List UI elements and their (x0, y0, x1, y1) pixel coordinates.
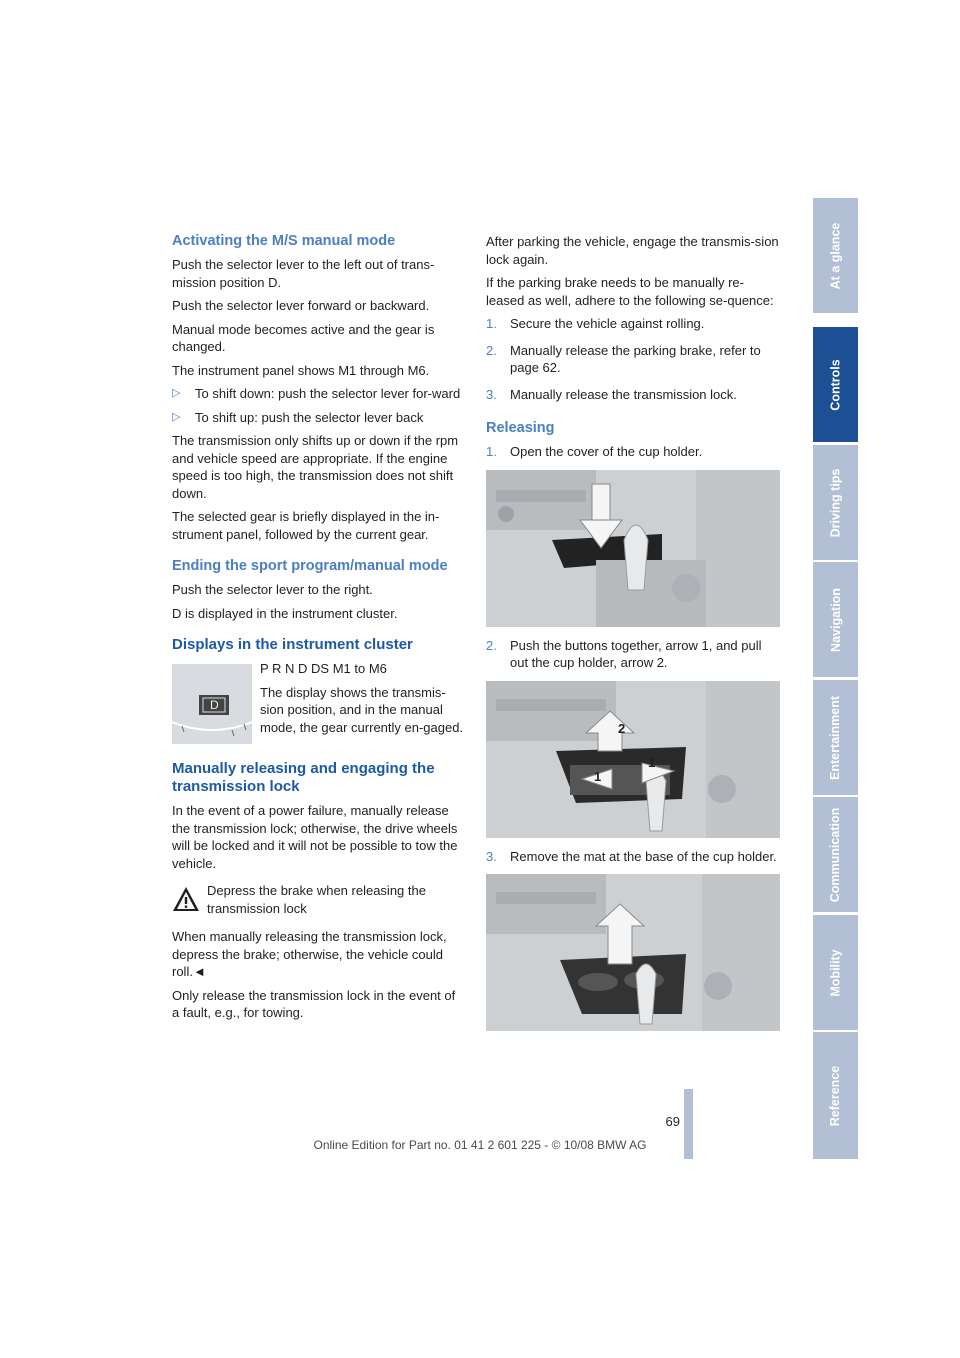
text-manual-active: Manual mode becomes active and the gear is changed. (172, 321, 435, 354)
tab-label: At a glance (828, 222, 843, 289)
text-selected-gear: The selected gear is briefly displayed in the in-strument panel, followed by the current gear. (172, 509, 440, 542)
arrow-label-1a: 1 (594, 768, 602, 784)
bullet-shift-up-text: To shift up: push the selector lever back (195, 409, 424, 425)
step-number: 3. (486, 386, 497, 402)
tab-label: Controls (828, 358, 843, 411)
console-image-icon (486, 470, 780, 627)
text-display-shows: The display shows the transmis-sion position, and in the manual mode, the gear currently en-gaged. (260, 684, 464, 735)
text-d-displayed: D is displayed in the instrument cluster. (172, 605, 398, 621)
text-power-failure: In the event of a power failure, manually release the transmission lock; otherwise, the drive wheels will be locked and it will not be possible to tow the vehicle. (172, 803, 458, 871)
arrow-label-1b: 1 (648, 754, 656, 770)
heading-activating-manual-mode: Activating the M/S manual mode (172, 233, 396, 249)
page-number: 69 (665, 1114, 680, 1129)
step-2 (486, 342, 780, 377)
text-depress-brake: When manually releasing the transmission lock, depress the brake; otherwise, the vehicle could roll.◄ (172, 929, 447, 979)
text-parking-brake-sequence: If the parking brake needs to be manually re-leased as well, adhere to the following se-quence: (486, 275, 774, 308)
tab-label: Mobility (828, 948, 843, 997)
step-number: 1. (486, 316, 497, 331)
release-step-2 (486, 637, 780, 672)
heading-ending-sport: Ending the sport program/manual mode (172, 558, 448, 574)
text-push-left: Push the selector lever to the left out of trans-mission position D. (172, 257, 435, 290)
gear-letter: D (210, 698, 219, 712)
tab-controls[interactable] (813, 327, 858, 442)
heading-displays: Displays in the instrument cluster (172, 636, 413, 653)
heading-releasing: Releasing (486, 420, 555, 436)
console-image-icon (486, 874, 780, 1031)
left-column (172, 232, 466, 1028)
display-description (260, 660, 466, 742)
display-block (172, 660, 466, 752)
photo-cup-holder-mat (486, 874, 780, 1031)
tab-label: Reference (828, 1065, 843, 1126)
tab-label: Entertainment (828, 695, 843, 780)
warning-title: Depress the brake when releasing the transmission lock (207, 883, 426, 916)
heading-manually-releasing: Manually releasing and engaging the transmission lock (172, 760, 435, 795)
text-only-release: Only release the transmission lock in the event of a fault, e.g., for towing. (172, 987, 456, 1020)
step-1 (486, 315, 780, 333)
bullet-marker-icon: ▷ (172, 410, 181, 423)
step-text: Push the buttons together, arrow 1, and pull out the cup holder, arrow 2. (510, 637, 762, 670)
step-number: 2. (486, 637, 497, 653)
release-step-3 (486, 848, 780, 866)
step-number: 3. (486, 848, 497, 864)
text-shift-conditions: The transmission only shifts up or down if the rpm and vehicle speed are appropriate. If the engine speed is too high, the transmission does not shift down. (172, 433, 459, 501)
tab-label: Navigation (828, 587, 843, 652)
step-number: 1. (486, 444, 497, 459)
console-image-icon (486, 681, 780, 838)
step-text: Remove the mat at the base of the cup holder. (510, 848, 777, 864)
bullet-shift-down (172, 385, 466, 403)
step-text: Open the cover of the cup holder. (510, 444, 703, 459)
tab-communication[interactable] (813, 797, 858, 912)
tab-driving-tips[interactable] (813, 445, 858, 560)
step-text: Manually release the parking brake, refer to page 62. (510, 342, 761, 375)
tab-navigation[interactable] (813, 562, 858, 677)
tab-label: Driving tips (828, 468, 843, 537)
tab-label: Communication (828, 807, 843, 902)
tab-mobility[interactable] (813, 915, 858, 1030)
step-3 (486, 386, 780, 404)
tab-at-a-glance[interactable] (813, 198, 858, 313)
step-number: 2. (486, 342, 497, 358)
bullet-marker-icon: ▷ (172, 387, 181, 399)
bullet-shift-down-text: To shift down: push the selector lever for-ward (195, 386, 461, 401)
step-text: Secure the vehicle against rolling. (510, 316, 705, 331)
gear-display-image (172, 664, 252, 744)
tab-entertainment[interactable] (813, 680, 858, 795)
text-instrument-panel: The instrument panel shows M1 through M6. (172, 362, 430, 378)
bullet-shift-up (172, 409, 466, 427)
warning-block (172, 878, 466, 924)
footer-edition: Online Edition for Part no. 01 41 2 601 225 - © 10/08 BMW AG (313, 1138, 647, 1152)
photo-cup-holder-cover (486, 470, 780, 627)
step-text: Manually release the transmission lock. (510, 386, 737, 402)
arrow-label-2: 2 (618, 720, 626, 736)
right-column (486, 233, 780, 1031)
photo-cup-holder-buttons (486, 681, 780, 838)
text-after-parking: After parking the vehicle, engage the transmis-sion lock again. (486, 234, 779, 267)
text-push-right: Push the selector lever to the right. (172, 582, 373, 597)
release-step-1 (486, 443, 780, 461)
text-gear-list: P R N D DS M1 to M6 (260, 661, 387, 676)
warning-icon (172, 886, 200, 912)
text-push-forward: Push the selector lever forward or backward. (172, 298, 430, 313)
